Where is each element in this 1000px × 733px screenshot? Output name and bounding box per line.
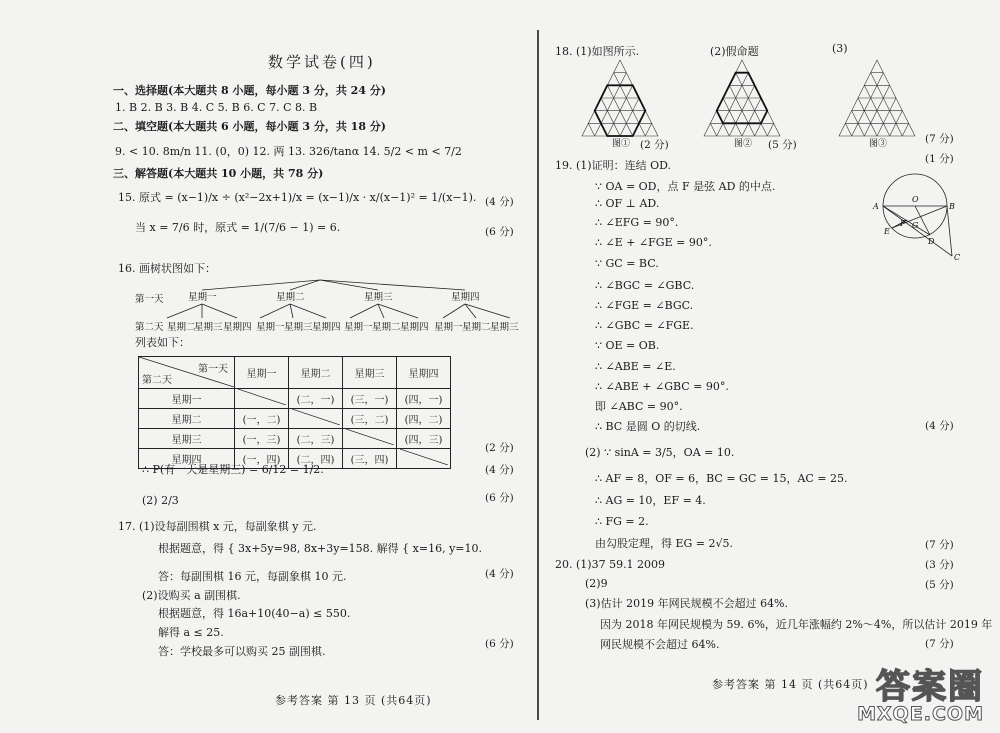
section-3-heading: 三、解答题(本大题共 10 小题，共 78 分) [113,167,324,180]
table-cell: (四，二) [397,409,451,429]
q17-line7: 答：学校最多可以购买 25 副围棋. [158,645,326,658]
q19-step: ∴ ∠EFG = 90°. [595,216,679,229]
tree-leaf: 星期一 [434,322,463,333]
table-header: 星期三 [343,357,397,389]
circle-geometry-figure [870,168,965,263]
table-cell: (一，四) [235,449,289,469]
q19-score0: (1 分) [925,153,954,165]
q17-score2: (6 分) [485,638,514,650]
q20-line5: 网民规模不会超过 64%. [600,638,720,651]
table-row [139,409,451,429]
tree-leaf: 星期四 [223,322,252,333]
page-footer-left: 参考答案 第 13 页 (共64页) [275,694,432,707]
q17-line1: 17. (1)设每副围棋 x 元，每副象棋 y 元. [118,520,317,533]
row-label: 星期一 [139,389,235,409]
tree-leaf: 星期二 [167,322,196,333]
tree-top-2: 星期二 [276,292,305,303]
q18-line: 18. (1)如图所示. [555,45,640,58]
tree-diagram [110,278,530,336]
q19-step: 即 ∠ABC = 90°. [595,400,683,413]
q15-score2: (6 分) [485,226,514,238]
table-header: 星期四 [397,357,451,389]
q19-step: ∵ OE = OB. [595,339,660,352]
q16-score2: (4 分) [485,464,514,476]
q19-score2: (7 分) [925,539,954,551]
q19-step: ∴ ∠ABE + ∠GBC = 90°. [595,380,729,393]
point-label: G [912,221,919,230]
table-cell [343,429,397,449]
tree-day2-label: 第二天 [135,322,164,333]
table-header: 星期一 [235,357,289,389]
figure-1-label: 图① [612,139,631,148]
q19-score1: (4 分) [925,420,954,432]
q18-part2: (2)假命题 [710,45,759,58]
q20-line3: (3)估计 2019 年网民规模不会超过 64%. [585,597,789,610]
figure-2-triangle-grid [702,58,788,148]
q17-line6: 解得 a ≤ 25. [158,626,224,639]
table-cell: (一，二) [235,409,289,429]
q19-part2-line2: ∴ AF = 8，OF = 6，BC = GC = 15，AC = 25. [595,472,848,485]
table-cell: (二，一) [289,389,343,409]
tree-leaf: 星期一 [256,322,285,333]
tree-leaf: 星期二 [372,322,401,333]
q15-line2: 当 x = 7/6 时，原式 = 1/(7/6 − 1) = 6. [135,221,341,234]
q19-step: ∴ OF ⊥ AD. [595,197,660,210]
tree-leaf: 星期三 [490,322,519,333]
q16-score1: (2 分) [485,442,514,454]
page-divider [537,30,539,720]
q19-part2-line4: ∴ FG = 2. [595,515,649,528]
table-intro: 列表如下： [135,336,190,349]
point-label: A [873,202,879,211]
cell-diagonal [346,429,394,445]
table-cell: (二，四) [289,449,343,469]
tree-top-1: 星期一 [188,292,217,303]
tree-leaf: 星期一 [344,322,373,333]
cell-diagonal [292,409,340,425]
q19-step: ∵ OA = OD，点 F 是弦 AD 的中点. [595,180,776,193]
point-label: C [954,253,961,262]
q19-part2-line1: (2) ∵ sinA = 3/5，OA = 10. [585,446,735,459]
q19-step: ∴ ∠FGE = ∠BGC. [595,299,694,312]
figure-2-label: 图② [734,139,753,148]
table-cell: (四，一) [397,389,451,409]
page-footer-right: 参考答案 第 14 页 (共64页) [712,678,869,691]
q20-line2: (2)9 [585,577,608,590]
q19-step: ∴ ∠BGC = ∠GBC. [595,279,695,292]
q15-line1: 15. 原式 = (x−1)/x ÷ (x²−2x+1)/x = (x−1)/x · x/(x−1)² = 1/(x−1). [118,191,477,204]
q16-part2: (2) 2/3 [142,494,179,507]
table-cell: (一，三) [235,429,289,449]
table-cell [235,389,289,409]
section-2-answers: 9. < 10. 8m/n 11. (0，0) 12. 两 13. 326/tanα 14. 5/2 < m < 7/2 [115,145,462,158]
outcome-table [138,356,451,469]
q16-line1: 16. 画树状图如下： [118,262,216,275]
point-label: D [928,237,935,246]
section-1-answers: 1. B 2. B 3. B 4. C 5. B 6. C 7. C 8. B [115,101,318,114]
q16-probability: ∴ P(有一天是星期三) = 6/12 = 1/2. [142,463,324,476]
figure-3-triangle-grid [837,58,923,148]
tree-leaf: 星期四 [312,322,341,333]
point-label: B [949,202,955,211]
point-label: F [900,219,906,228]
table-cell: (二，三) [289,429,343,449]
table-corner [139,357,235,389]
q19-step: ∵ GC = BC. [595,257,659,270]
q19-heading: 19. (1)证明：连结 OD. [555,159,672,172]
q16-score3: (6 分) [485,492,514,504]
corner-top-label: 第一天 [198,364,228,375]
q19-step: ∴ ∠ABE = ∠E. [595,360,676,373]
table-cell: (三，一) [343,389,397,409]
point-label: E [884,227,890,236]
cell-diagonal [238,389,286,405]
table-row [139,429,451,449]
q19-step: ∴ ∠GBC = ∠FGE. [595,319,694,332]
q20-score3: (7 分) [925,638,954,650]
tree-top-3: 星期三 [364,292,393,303]
q17-line2: 根据题意，得 { 3x+5y=98, 8x+3y=158. 解得 { x=16, y=10. [158,542,482,555]
watermark-text-bottom: MXQE.COM [857,703,984,725]
tree-leaf: 星期四 [400,322,429,333]
q15-score1: (4 分) [485,196,514,208]
corner-bottom-label: 第二天 [142,375,172,386]
q18-score3: (7 分) [925,133,954,145]
q18-part3: (3) [832,42,848,55]
q17-score1: (4 分) [485,568,514,580]
right-page [540,0,1000,733]
row-label: 星期二 [139,409,235,429]
q19-step: ∴ BC 是圆 O 的切线. [595,420,701,433]
tree-day1-label: 第一天 [135,294,164,305]
watermark-logo [814,659,994,729]
q17-line4: (2)设购买 a 副围棋. [142,589,241,602]
table-cell: (三，四) [343,449,397,469]
row-label: 星期三 [139,429,235,449]
q20-score1: (3 分) [925,559,954,571]
tree-top-4: 星期四 [451,292,480,303]
q17-line3: 答：每副围棋 16 元，每副象棋 10 元. [158,570,347,583]
section-2-heading: 二、填空题(本大题共 6 小题，每小题 3 分，共 18 分) [113,120,387,133]
point-label: O [912,195,919,204]
table-row [139,389,451,409]
tree-leaf: 星期二 [462,322,491,333]
watermark-text-top: 答案圈 [876,667,984,707]
q19-part2-line3: ∴ AG = 10，EF = 4. [595,494,706,507]
q18-score2: (5 分) [768,139,797,151]
q19-part2-line5: 由勾股定理，得 EG = 2√5. [595,537,734,550]
figure-1-triangle-grid [580,58,666,148]
q19-step: ∴ ∠E + ∠FGE = 90°. [595,236,712,249]
q20-line4: 因为 2018 年网民规模为 59. 6%，近几年涨幅约 2%～4%，所以估计 2019 年 [600,618,993,631]
tree-leaf: 星期三 [194,322,223,333]
table-cell [289,409,343,429]
q20-line1: 20. (1)37 59.1 2009 [555,558,666,571]
cell-diagonal [400,449,448,465]
table-cell: (三，二) [343,409,397,429]
q18-score1: (2 分) [640,139,669,151]
table-header: 星期二 [289,357,343,389]
table-cell [397,449,451,469]
tree-leaf: 星期三 [284,322,313,333]
page-title: 数学试卷(四) [268,53,376,71]
row-label: 星期四 [139,449,235,469]
q17-line5: 根据题意，得 16a+10(40−a) ≤ 550. [158,607,351,620]
q20-score2: (5 分) [925,579,954,591]
figure-3-label: 图③ [869,139,888,148]
table-cell: (四，三) [397,429,451,449]
section-1-heading: 一、选择题(本大题共 8 小题，每小题 3 分，共 24 分) [113,84,387,97]
